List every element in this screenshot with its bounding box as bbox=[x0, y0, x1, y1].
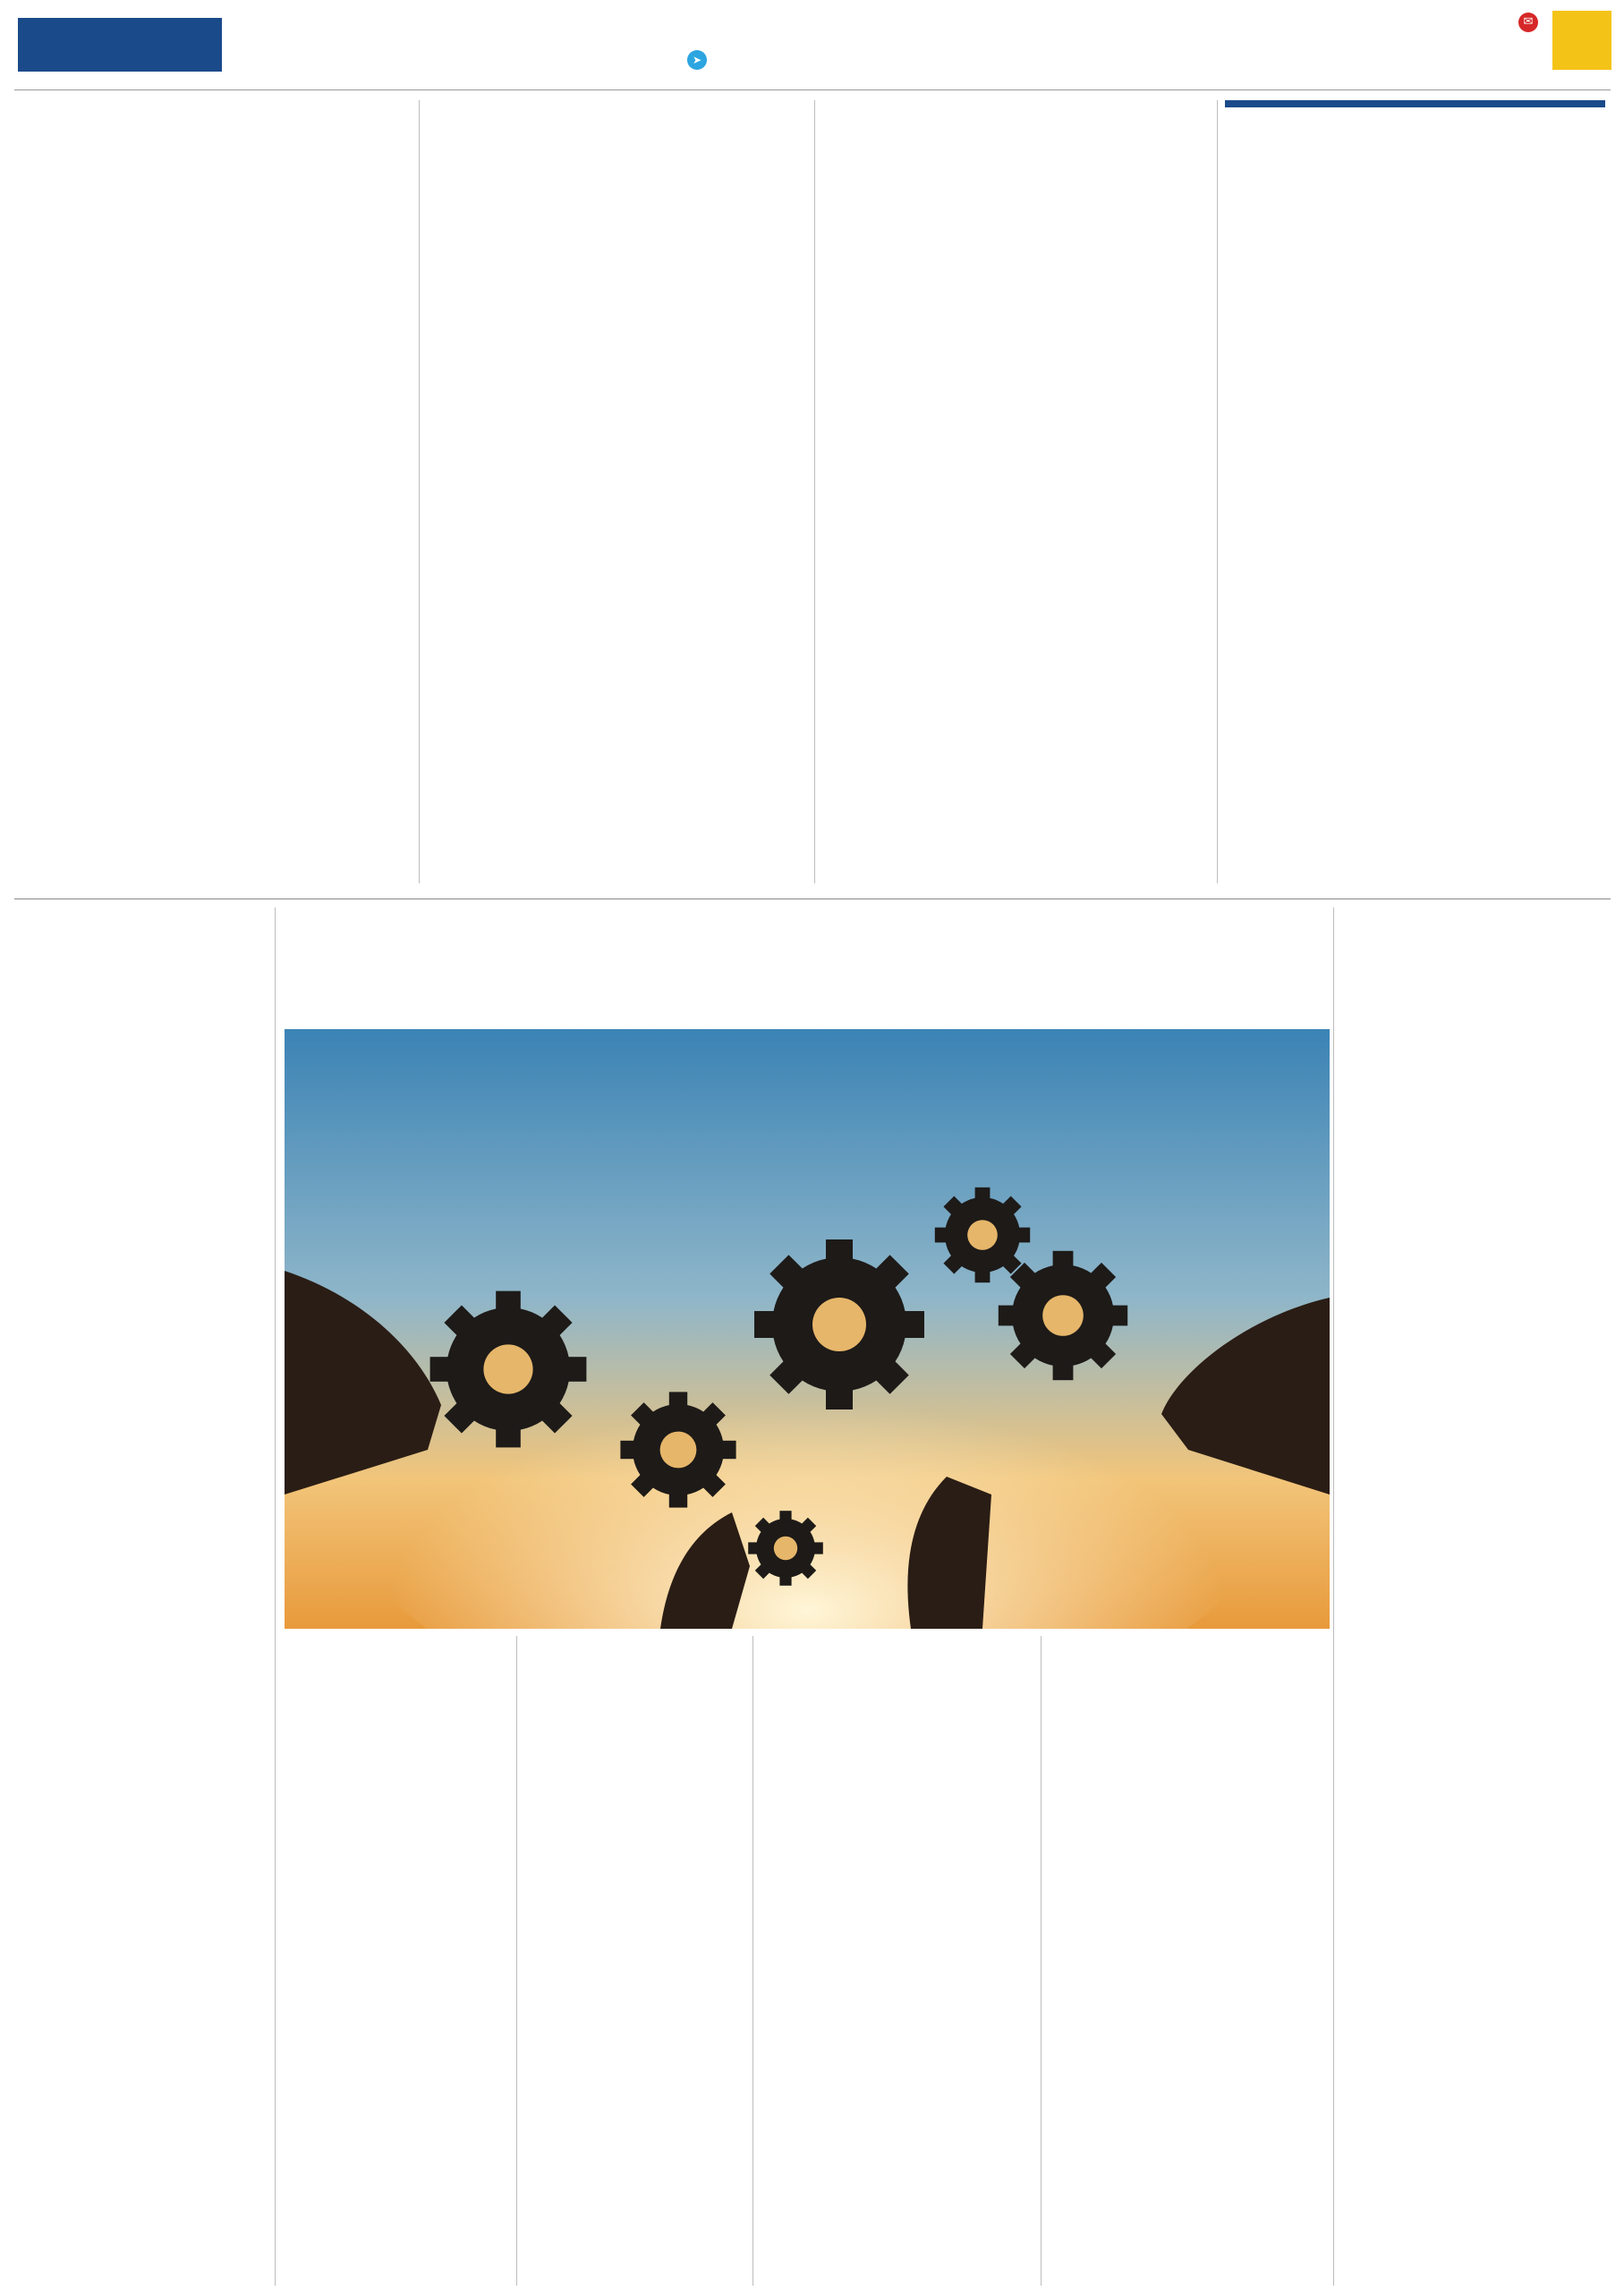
top-article-col1 bbox=[1225, 100, 1605, 883]
telegram-icon: ➤ bbox=[687, 50, 707, 70]
feature-right-col bbox=[1342, 907, 1603, 2286]
logo bbox=[18, 18, 222, 72]
telegram-block bbox=[687, 50, 920, 70]
gears-illustration bbox=[285, 1029, 1330, 1629]
header-bar bbox=[0, 0, 1624, 97]
page-number bbox=[1552, 11, 1611, 70]
email-block bbox=[1513, 13, 1538, 32]
top-article-col2 bbox=[823, 100, 1208, 883]
feature-col-e bbox=[14, 907, 268, 2286]
top-article-title bbox=[1225, 100, 1605, 107]
feature-col-b bbox=[761, 1636, 1033, 2286]
feature-col-a bbox=[1049, 1636, 1329, 2286]
top-article-col4 bbox=[55, 100, 412, 883]
feature-col-d bbox=[285, 1636, 510, 2286]
email-icon: ✉ bbox=[1518, 13, 1538, 32]
top-article-col3 bbox=[428, 100, 807, 883]
side-label bbox=[9, 260, 45, 331]
feature-col-c bbox=[524, 1636, 746, 2286]
feature-image bbox=[285, 1029, 1330, 1629]
